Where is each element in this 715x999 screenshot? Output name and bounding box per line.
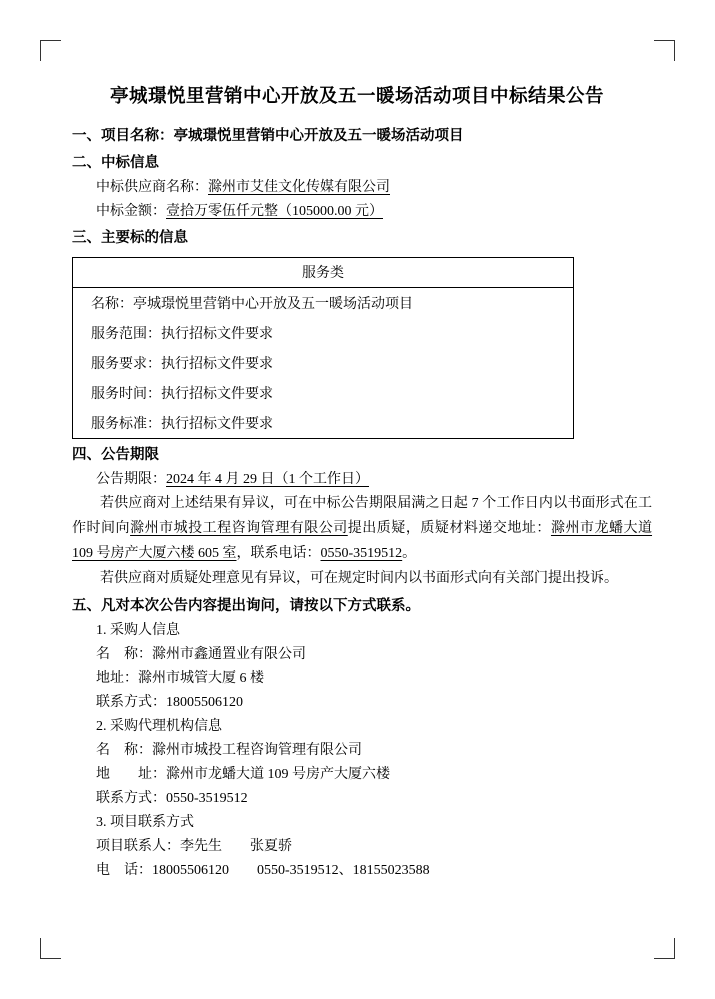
section-3-heading: 三、主要标的信息 <box>72 230 188 247</box>
table-cell-value: 亭城璟悦里营销中心开放及五一暖场活动项目 <box>133 296 413 312</box>
purchaser-name-label: 名 称： <box>96 646 152 662</box>
supplier-row <box>62 176 652 200</box>
agency-name-row <box>62 739 652 763</box>
paragraph-text-a: 若供应商对上述结果有异议，可在中标公告期限届满之日起 7 个工作日内以书面形式在工作时间向 <box>72 495 652 536</box>
crop-mark-top-right <box>654 40 675 61</box>
section-5-heading: 五、凡对本次公告内容提出询问，请按以下方式联系。 <box>72 597 420 614</box>
section-4-paragraph-1 <box>62 492 652 567</box>
purchaser-name-value: 滁州市鑫通置业有限公司 <box>152 646 306 662</box>
table-cell-label: 名称： <box>91 296 133 312</box>
announcement-period-value: 2024 年 4 月 29 日（1 个工作日） <box>166 471 369 487</box>
agency-address-label: 地 址： <box>96 767 166 783</box>
project-phone-label: 电 话： <box>96 863 152 879</box>
crop-mark-bottom-right <box>654 938 675 959</box>
table-cell-label: 服务要求： <box>91 356 161 372</box>
purchaser-address-row <box>62 667 652 691</box>
section-1-heading: 一、项目名称：亭城璟悦里营销中心开放及五一暖场活动项目 <box>72 128 464 144</box>
section-4-heading: 四、公告期限 <box>72 446 159 463</box>
project-phone-value: 18005506120 0550-3519512、18155023588 <box>152 863 430 879</box>
agency-name-underlined: 滁州市城投工程咨询管理有限公司 <box>130 520 348 536</box>
agency-contact-label: 联系方式： <box>96 791 166 807</box>
purchaser-name-row <box>62 643 652 667</box>
table-cell-value: 执行招标文件要求 <box>161 326 273 342</box>
agency-info-heading: 2. 采购代理机构信息 <box>96 718 222 734</box>
project-phone-row <box>62 859 652 883</box>
table-header-service-type: 服务类 <box>73 258 573 288</box>
section-2-heading: 二、中标信息 <box>72 154 159 171</box>
table-cell-value: 执行招标文件要求 <box>161 356 273 372</box>
amount-row <box>62 200 652 224</box>
project-contact-person-value: 李先生 张夏骄 <box>180 839 292 855</box>
amount-label: 中标金额： <box>96 203 166 219</box>
announcement-period-label: 公告期限： <box>96 471 166 487</box>
agency-name-label: 名 称： <box>96 742 152 758</box>
agency-contact-value: 0550-3519512 <box>166 791 248 807</box>
announcement-period-row <box>62 468 652 492</box>
project-contact-heading: 3. 项目联系方式 <box>96 815 194 831</box>
purchaser-info-heading: 1. 采购人信息 <box>96 622 180 638</box>
purchaser-address-value: 滁州市城管大厦 6 楼 <box>138 670 264 686</box>
table-cell-label: 服务标准： <box>91 416 161 432</box>
table-cell-value: 执行招标文件要求 <box>161 416 273 432</box>
amount-value: 壹拾万零伍仟元整（105000.00 元） <box>166 203 383 219</box>
purchaser-contact-row <box>62 691 652 715</box>
subject-table <box>72 257 574 439</box>
page-title: 亭城璟悦里营销中心开放及五一暖场活动项目中标结果公告 <box>109 85 604 106</box>
section-4-paragraph-2: 若供应商对质疑处理意见有异议，可在规定时间内以书面形式向有关部门提出投诉。 <box>100 570 618 586</box>
purchaser-address-label: 地址： <box>96 670 138 686</box>
agency-name-value: 滁州市城投工程咨询管理有限公司 <box>152 742 362 758</box>
agency-contact-row <box>62 787 652 811</box>
table-row <box>73 408 573 438</box>
crop-mark-bottom-left <box>40 938 61 959</box>
table-cell-label: 服务范围： <box>91 326 161 342</box>
purchaser-contact-value: 18005506120 <box>166 694 243 710</box>
project-contact-person-row <box>62 835 652 859</box>
paragraph-text-c: ，联系电话： <box>236 545 321 561</box>
crop-mark-top-left <box>40 40 61 61</box>
table-cell-value: 执行招标文件要求 <box>161 386 273 402</box>
table-row <box>73 378 573 408</box>
agency-address-underlined: 滁州市龙蟠大道 109 号房产大厦六楼 605 室 <box>72 520 653 561</box>
table-row <box>73 348 573 378</box>
table-row <box>73 318 573 348</box>
purchaser-contact-label: 联系方式： <box>96 694 166 710</box>
agency-address-row <box>62 763 652 787</box>
paragraph-text-d: 。 <box>402 545 417 561</box>
agency-phone-underlined: 0550-3519512 <box>320 545 403 561</box>
table-cell-label: 服务时间： <box>91 386 161 402</box>
agency-address-value: 滁州市龙蟠大道 109 号房产大厦六楼 <box>166 767 390 783</box>
table-row <box>73 288 573 318</box>
document-content <box>62 72 652 883</box>
paragraph-text-b: 提出质疑，质疑材料递交地址： <box>347 520 551 536</box>
supplier-value: 滁州市艾佳文化传媒有限公司 <box>208 179 390 195</box>
project-contact-person-label: 项目联系人： <box>96 839 180 855</box>
supplier-label: 中标供应商名称： <box>96 179 208 195</box>
